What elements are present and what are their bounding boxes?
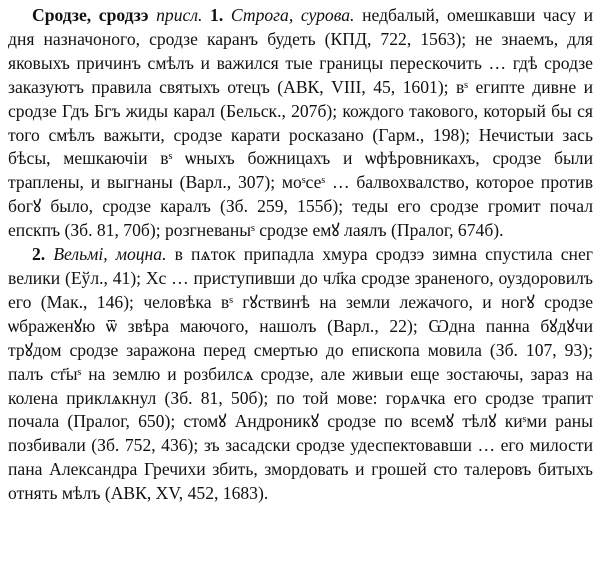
entry-sense-2 <box>8 243 593 506</box>
sense-text-2: в пѧток припадла хмура сродзэ зимна спустила снег велики (Еўл., 41); Хс … приступивши до чл҃ка сродзе зраненого, оуздоровилъ его (Мак., 146); человѣка вˢ гꙋствинѣ на земли лежачого, и ногꙋ сродзе ѡбраженꙋю ѿ звѣра маючого, нашолъ (Варл., 22); Ѡдна панна бꙋдꙋчи трꙋдом сродзе заражона перед смертью до епископа мовила (Зб. 107, 93); палъ ст҃ыˢ на землю и розбилсѧ сродзе, але живыи еще зостаючы, зараз на колена приклѧкнул (Зб. 81, 50б); по той мове: горѧчка его сродзе трапит почала (Пралог, 650); стомꙋ Андроникꙋ сродзе по всемꙋ тѣлꙋ киˢми раны позбивали (Зб. 752, 436); зъ засадски сродзе удеспектовавши … его милости пана Александра Гречихи збить, змордовать и грошей сто талеровъ битыхъ отнять мѣлъ (АВК, XV, 452, 1683). <box>8 244 593 504</box>
sense-number-1: 1. <box>210 5 224 25</box>
sense-gloss-1: Строга, сурова. <box>230 5 355 25</box>
part-of-speech: присл. <box>156 5 203 25</box>
sense-gloss-2: Вельмі, моцна. <box>53 244 167 265</box>
sense-number-2: 2. <box>32 244 46 265</box>
entry-sense-1 <box>8 4 593 243</box>
sense-text-1: недбалый, омешкавши часу и дня назначоного, сродзе каранъ будеть (КПД, 722, 1563); не знаемъ, для яковыхъ причинъ смѣлъ и важился тые границы перескочить … гдѣ сродзе заказуютъ правила святыхъ отецъ (АВК, VIII, 45, 1601); вˢ египте дивне и сродзе Гдъ Бгъ жиды карал (Бельск., 207б); кождого такового, который бы ся того смѣлъ важыти, сродзе карати росказано (Гарм., 198); Нечистыи зась бѣсы, мешкаючіи вˢ ѡныхъ божницахъ и ѡфѣровникахъ, сродзе были траплены, и выгнаны (Варл., 307); моˢсеˢ … балвохвалство, которое против богꙋ было, сродзе каралъ (Зб. 259, 155б); теды его сродзе громит почал епскпъ (Зб. 81, 70б); розгневаныˢ сродзе емꙋ лаялъ (Пралог, 674б). <box>8 5 593 241</box>
headword: Сродзе, сродзэ <box>32 5 149 25</box>
